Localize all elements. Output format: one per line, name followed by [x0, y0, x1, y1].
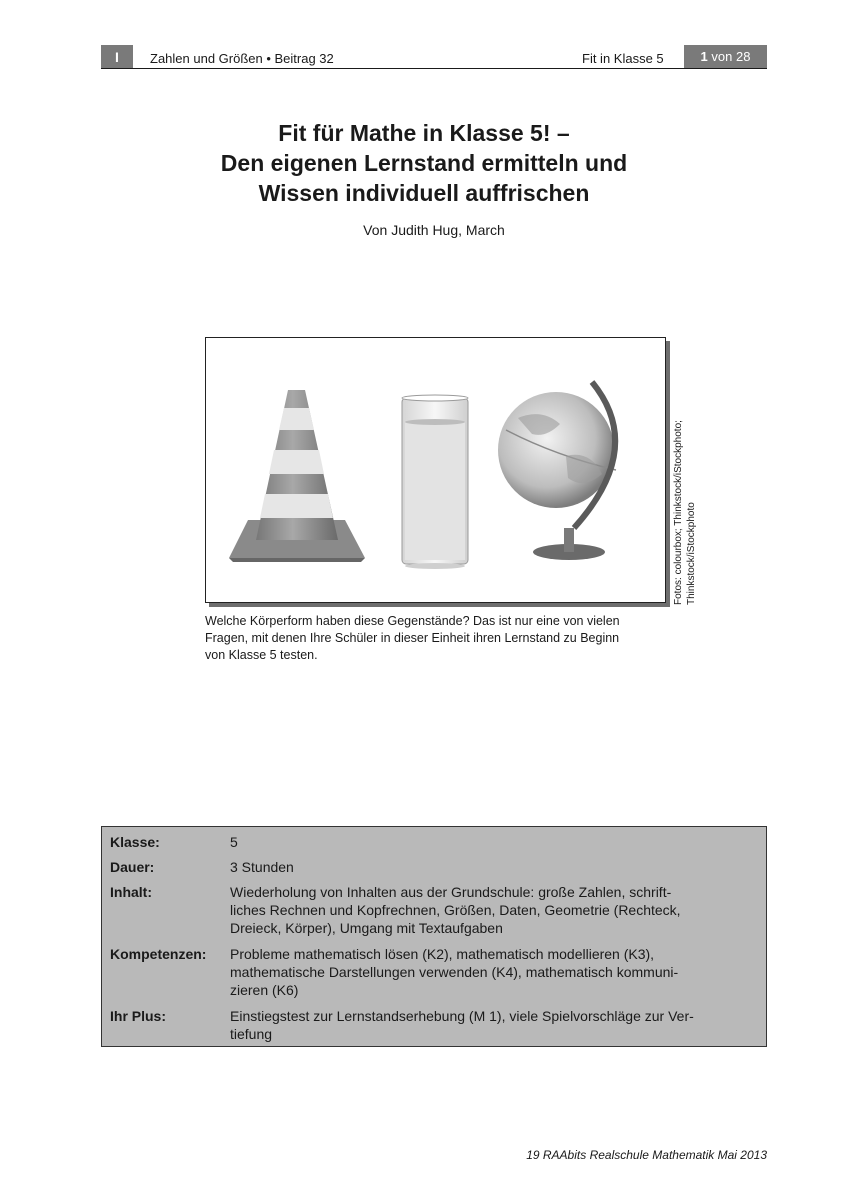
- inhalt-line-3: Dreieck, Körper), Umgang mit Textaufgaben: [230, 920, 503, 936]
- page-footer: 19 RAAbits Realschule Mathematik Mai 2013: [526, 1148, 767, 1162]
- traffic-cone-icon: [229, 390, 365, 562]
- klasse-value: 5: [230, 834, 238, 850]
- inhalt-value: [230, 883, 758, 937]
- kompetenzen-value: [230, 945, 758, 999]
- inhalt-line-1: Wiederholung von Inhalten aus der Grundschule: große Zahlen, schrift-: [230, 884, 672, 900]
- caption-line-1: Welche Körperform haben diese Gegenstände? Das ist nur eine von vielen: [205, 614, 620, 628]
- klasse-label: Klasse:: [110, 834, 160, 850]
- dauer-label: Dauer:: [110, 859, 155, 875]
- credit-line-2: Thinkstock/iStockphoto: [686, 502, 697, 605]
- inhalt-line-2: liches Rechnen und Kopfrechnen, Größen, Daten, Geometrie (Rechteck,: [230, 902, 681, 918]
- section-badge: I: [101, 45, 133, 69]
- page-indicator: [684, 45, 767, 69]
- page-number: 1: [700, 49, 708, 64]
- objects-illustration: [206, 338, 665, 602]
- kompetenzen-line-3: zieren (K6): [230, 982, 299, 998]
- title-line-2: Den eigenen Lernstand ermitteln und: [220, 150, 628, 176]
- header-series: Zahlen und Größen • Beitrag 32: [150, 51, 334, 66]
- glass-icon: [402, 395, 468, 569]
- header-rule: [101, 68, 767, 69]
- photo-frame: [205, 337, 666, 603]
- info-box: [101, 826, 767, 1047]
- caption-line-3: von Klasse 5 testen.: [205, 648, 318, 662]
- kompetenzen-line-1: Probleme mathematisch lösen (K2), mathematisch modellieren (K3),: [230, 946, 655, 962]
- inhalt-label: Inhalt:: [110, 884, 152, 900]
- globe-icon: [498, 382, 616, 560]
- author-line: Von Judith Hug, March: [363, 222, 505, 238]
- page-total: von 28: [711, 49, 751, 64]
- dauer-value: 3 Stunden: [230, 859, 294, 875]
- plus-value: [230, 1007, 758, 1043]
- kompetenzen-line-2: mathematische Darstellungen verwenden (K4), mathematisch kommuni-: [230, 964, 679, 980]
- title-line-3: Wissen individuell auffrischen: [258, 180, 590, 206]
- caption-line-2: Fragen, mit denen Ihre Schüler in dieser Einheit ihren Lernstand zu Beginn: [205, 631, 620, 645]
- photo-credit: [672, 341, 698, 605]
- photo-caption: [205, 613, 670, 664]
- plus-label: Ihr Plus:: [110, 1008, 167, 1024]
- kompetenzen-label: Kompetenzen:: [110, 946, 207, 962]
- title-line-1: Fit für Mathe in Klasse 5! –: [278, 120, 570, 146]
- plus-line-2: tiefung: [230, 1026, 273, 1042]
- header-topic: Fit in Klasse 5: [582, 51, 664, 66]
- credit-line-1: Fotos: colourbox; Thinkstock/iStockphoto;: [673, 420, 684, 605]
- plus-line-1: Einstiegstest zur Lernstandserhebung (M 1), viele Spielvorschläge zur Ver-: [230, 1008, 694, 1024]
- document-title: [0, 118, 848, 208]
